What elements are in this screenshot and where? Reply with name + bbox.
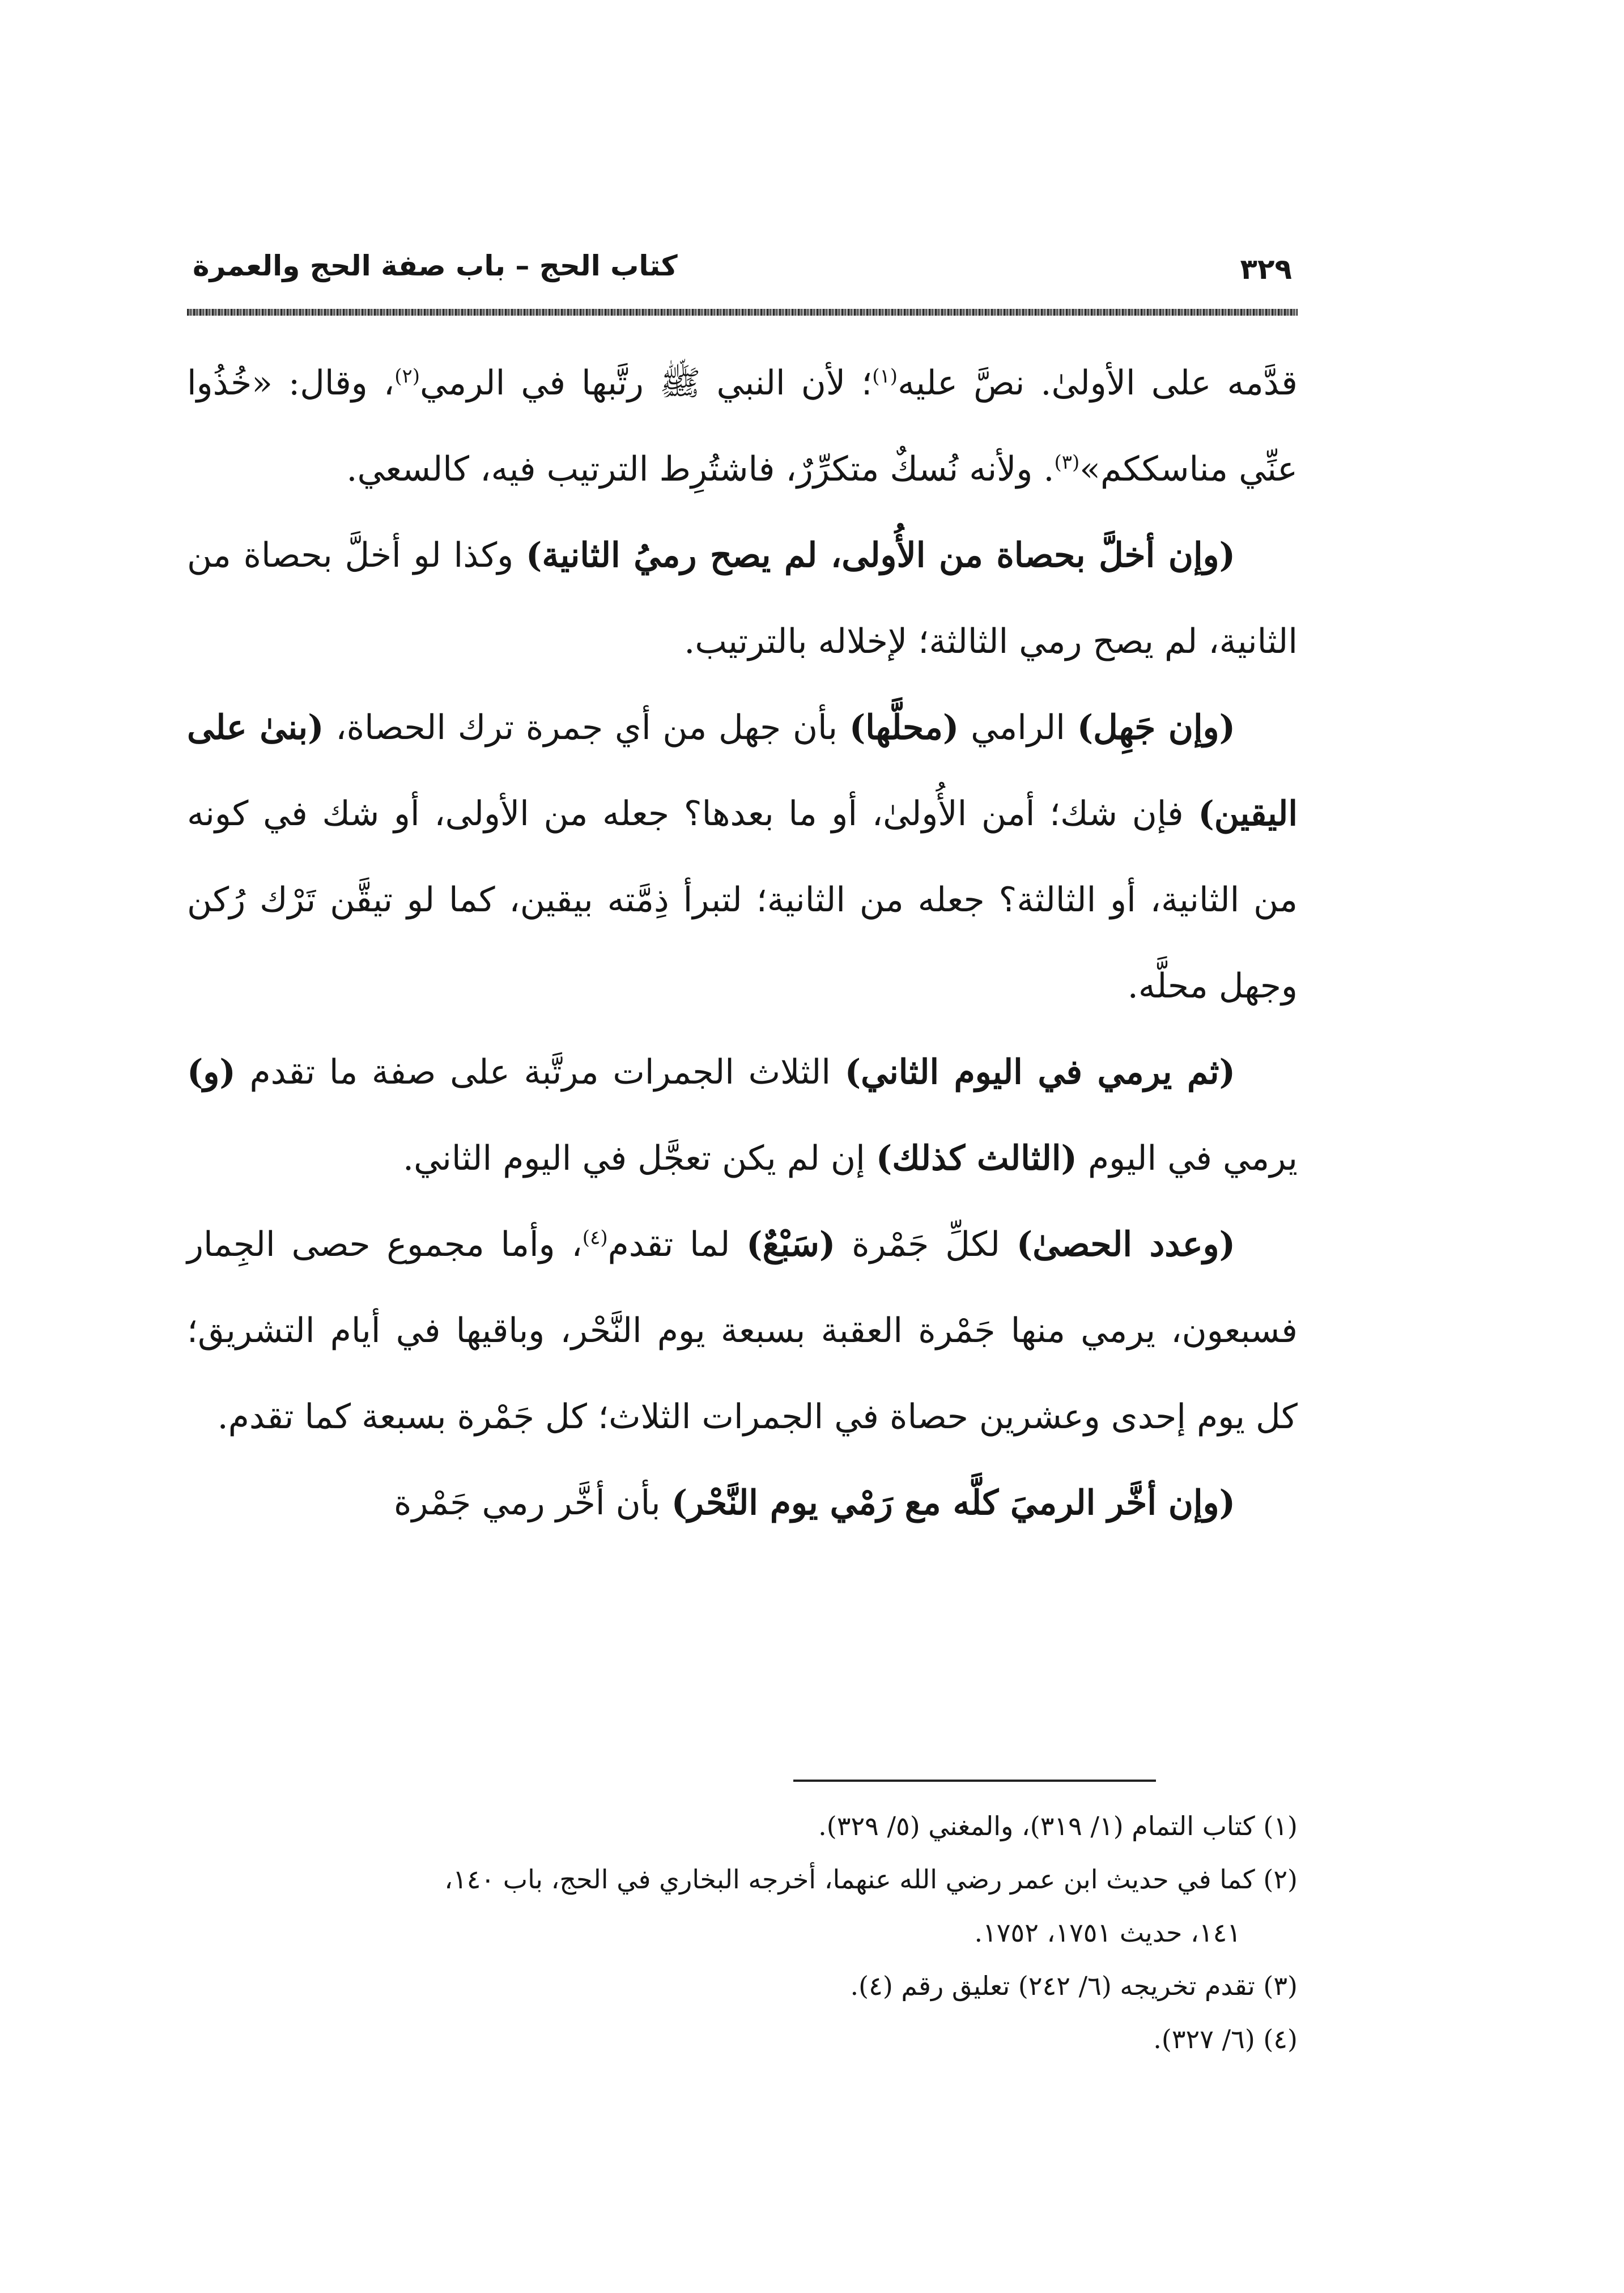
footnote-divider (793, 1780, 1156, 1782)
matn-text: (وإن أخَّر الرميَ كلَّه مع رَمْي يوم النَّحْر) (671, 1483, 1235, 1523)
footnote-2-line-2: ١٤١، حديث ١٧٥١، ١٧٥٢. (974, 1917, 1241, 1948)
matn-text: (سَبْعٌ) (746, 1225, 836, 1264)
footnote-2 (187, 1853, 1298, 1959)
footnotes (187, 1799, 1298, 2066)
footnote-ref-3[interactable]: (٣) (1054, 451, 1080, 474)
footnote-1: (١) كتاب التمام (١/ ٣١٩)، والمغني (٥/ ٣٢٩). (818, 1811, 1298, 1841)
text-run: قدَّمه على الأولىٰ. نصَّ عليه (898, 363, 1298, 403)
text-run: لكلِّ جَمْرة (835, 1225, 1017, 1264)
matn-text: (بنىٰ على اليقين) (187, 708, 1298, 834)
matn-text: (محلَّها) (849, 708, 959, 748)
matn-text: (ثم يرمي في اليوم الثاني) (844, 1052, 1235, 1092)
text-run: بأن أخَّر رمي جَمْرة (394, 1483, 671, 1523)
running-header (193, 238, 1298, 300)
running-title: كتاب الحج – باب صفة الحج والعمرة (193, 249, 678, 282)
footnote-4: (٤) (٦/ ٣٢٧). (1153, 2024, 1298, 2054)
text-run: الرامي (959, 708, 1077, 748)
matn-text: (و) (187, 1052, 236, 1092)
text-run: وكذا لو أخلَّ بحصاة من الثانية، لم يصح رمي الثالثة؛ لإخلاله بالترتيب. (187, 536, 1298, 661)
header-divider (187, 309, 1298, 316)
text-run: الثلاث الجمرات مرتَّبة على صفة ما تقدم (235, 1052, 845, 1092)
text-run: فإن شك؛ أمن الأُولىٰ، أو ما بعدها؟ جعله من الأولى، أو شك في كونه من الثانية، أو الثالثة؟ جعله من الثانية؛ لتبرأ ذِمَّته بيقين، كما لو تيقَّن تَرْك رُكن وجهل محلَّه. (187, 794, 1298, 1006)
page-number: ٣٢٩ (1240, 253, 1292, 286)
footnote-2-line-1: (٢) كما في حديث ابن عمر رضي الله عنهما، أخرجه البخاري في الحج، باب ١٤٠، (444, 1864, 1298, 1895)
footnote-ref-2[interactable]: (٢) (394, 365, 420, 388)
text-run: لما تقدم (607, 1225, 747, 1264)
paragraph-1 (187, 340, 1298, 512)
text-run: ، وأما مجموع حصى الجِمار فسبعون، يرمي منها جَمْرة العقبة بسبعة يوم النَّحْر، وباقيها في أيام التشريق؛ كل يوم إحدى وعشرين حصاة في الجمرات الثلاث؛ كل جَمْرة بسبعة كما تقدم. (187, 1225, 1298, 1437)
footnote-3: (٣) تقدم تخريجه (٦/ ٢٤٢) تعليق رقم (٤). (850, 1971, 1298, 2001)
footnote-ref-1[interactable]: (١) (872, 365, 898, 388)
text-run: . ولأنه نُسكٌ متكرِّرٌ، فاشتُرِط الترتيب فيه، كالسعي. (346, 449, 1055, 489)
matn-text: (وإن جَهِل) (1077, 708, 1236, 748)
text-run: ، وقال: «خُذُوا عنِّي مناسككم» (187, 363, 1298, 489)
paragraph-6 (187, 1460, 1298, 1546)
text-run: ؛ لأن النبي ﷺ رتَّبها في الرمي (420, 363, 873, 403)
text-run: بأن جهل من أي جمرة ترك الحصاة، (324, 708, 849, 748)
footnote-ref-4[interactable]: (٤) (582, 1226, 608, 1249)
paragraph-5 (187, 1201, 1298, 1460)
main-text (187, 340, 1298, 1546)
paragraph-2 (187, 512, 1298, 685)
paragraph-4 (187, 1029, 1298, 1201)
text-run: إن لم يكن تعجَّل في اليوم الثاني. (403, 1139, 876, 1178)
text-run: يرمي في اليوم (1077, 1139, 1298, 1178)
matn-text: (وإن أخلَّ بحصاة من الأُولى، لم يصح رميُ الثانية) (526, 536, 1235, 575)
paragraph-3 (187, 685, 1298, 1029)
matn-text: (الثالث كذلك) (875, 1139, 1077, 1178)
matn-text: (وعدد الحصىٰ) (1016, 1225, 1236, 1264)
